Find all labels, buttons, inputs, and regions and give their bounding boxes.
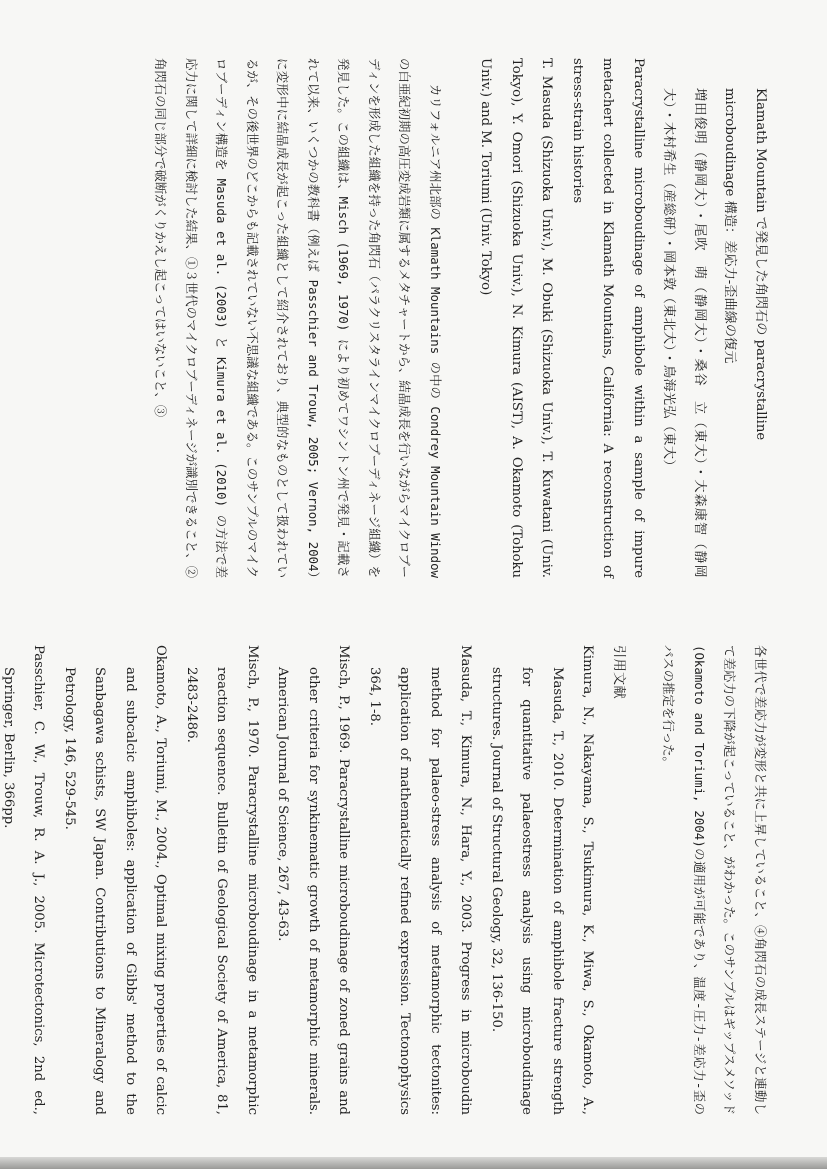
reference-item: Masuda, T., Kimura, N., Hara, Y., 2003. Progress in microboudin method for palaeo-stress analysis of metamorphic tectonites: application of mathematically refined expression. Tectonophysics 364, 1-8. — [367, 645, 474, 1115]
abstract-body-continued: 各世代で差応力が変形と共に上昇していること、④角閃石の成長ステージと連動して差応力の下降が起こっていること、がわかった。このサンプルはギップスメソッド(Okamoto and Toriumi, 2004)の適用が可能であり、温度-圧力-差応力-歪のパスの推定を行った。 — [661, 645, 768, 1115]
reference-item: Okamoto, A., Toriumi, M., 2004., Optimal mixing properties of calcic and subcalcic amphiboles: application of Gibbs' method to the Sanbagawa schists, SW Japan. Contributions to Mineralogy and Petrology, 146, 529-545. — [62, 645, 169, 1115]
reference-item: Misch, P., 1969. Paracrystalline microboudinage of zoned grains and other criteria for synkinematic growth of metamorphic minerals. American Journal of Science, 267, 43-63. — [275, 645, 352, 1115]
scan-edge-shadow — [0, 1157, 827, 1169]
references-heading: 引用文献 — [611, 645, 626, 699]
title-jp-line2: microboudinage 構造：差応力-歪曲線の復元 — [722, 88, 738, 364]
section-gap — [633, 645, 653, 1115]
authors-jp: 増田俊明（静岡大）・尾吹 萌（静岡大）・桑谷 立（東大）・大森康智（静岡大）・木村希生（産総研）・岡本敦（東北大）・鳥海光弘（東大） — [661, 88, 707, 578]
reference-item: Kimura, N., Nakayama, S., Tsukimura, K., Miwa, S., Okamoto, A., Masuda, T., 2010. Determination of amphibole fracture strength for quantitative palaeostress analysis using microboudinage structures. Journal of Structural Geology, 32, 136-150. — [489, 645, 596, 1115]
section-gap — [450, 58, 470, 578]
abstract-body: カリフォルニア州北部の Klamath Mountains の中の Condrey Mountain Window の白亜紀初期の高圧変成岩類に属するメタチャートから、結晶成長を行いながらマイクロブーディンを形成した組織を持った角閃石（パラクリスタラインマイクロブーディネージ組織）を発見した。この組織は、Misch (1969, 1970) により初めてワシントン州で発見・記載されて以来、いくつかの教科書（例えば Passchier and Trouw, 2005; Vernon, 2004）に変形中に結晶成長が起こった組織として紹介されており、典型的なものとして扱われているが、その後世界のどこからも記載されていない不思議な組織である。このサンプルのマイクロブーディン構造を Masuda et al. (2003) と Kimura et al. (2010) の方法で差応力に関して詳細に検討した結果、①３世代のマイクロブーディネージが識別できること、②角閃石の同じ部分で破断がくりかえし起こってはいないこと、③ — [153, 58, 443, 578]
authors-en: T. Masuda (Shizuoka Univ.), M. Obuki (Shizuoka Univ.), T. Kuwatani (Univ. Tokyo), Y. Omori (Shizuoka Univ.), N. Kimura (AIST), A. Okamoto (Tohoku Univ.) and M. Toriumi (Univ. Tokyo) — [478, 58, 555, 578]
title-en: Paracrystalline microboudinage of amphibole within a sample of impure metachert collected in Klamath Mountains, California: A reconstruction of stress-strain histories — [570, 58, 646, 578]
title-jp-line1: Klamath Mountain で発見した角閃石の paracrystalline — [753, 88, 768, 441]
reference-item: Passchier, C. W., Trouw, R. A. J., 2005. Microtectonics, 2nd ed., Springer, Berlin, 366pp. — [1, 645, 47, 1115]
right-column — [0, 645, 775, 1115]
reference-item: Misch, P., 1970. Paracrystalline microboudinage in a metamorphic reaction sequence. Bulletin of Geological Society of America, 81, 2483-2486. — [184, 645, 260, 1115]
left-column — [145, 58, 775, 578]
